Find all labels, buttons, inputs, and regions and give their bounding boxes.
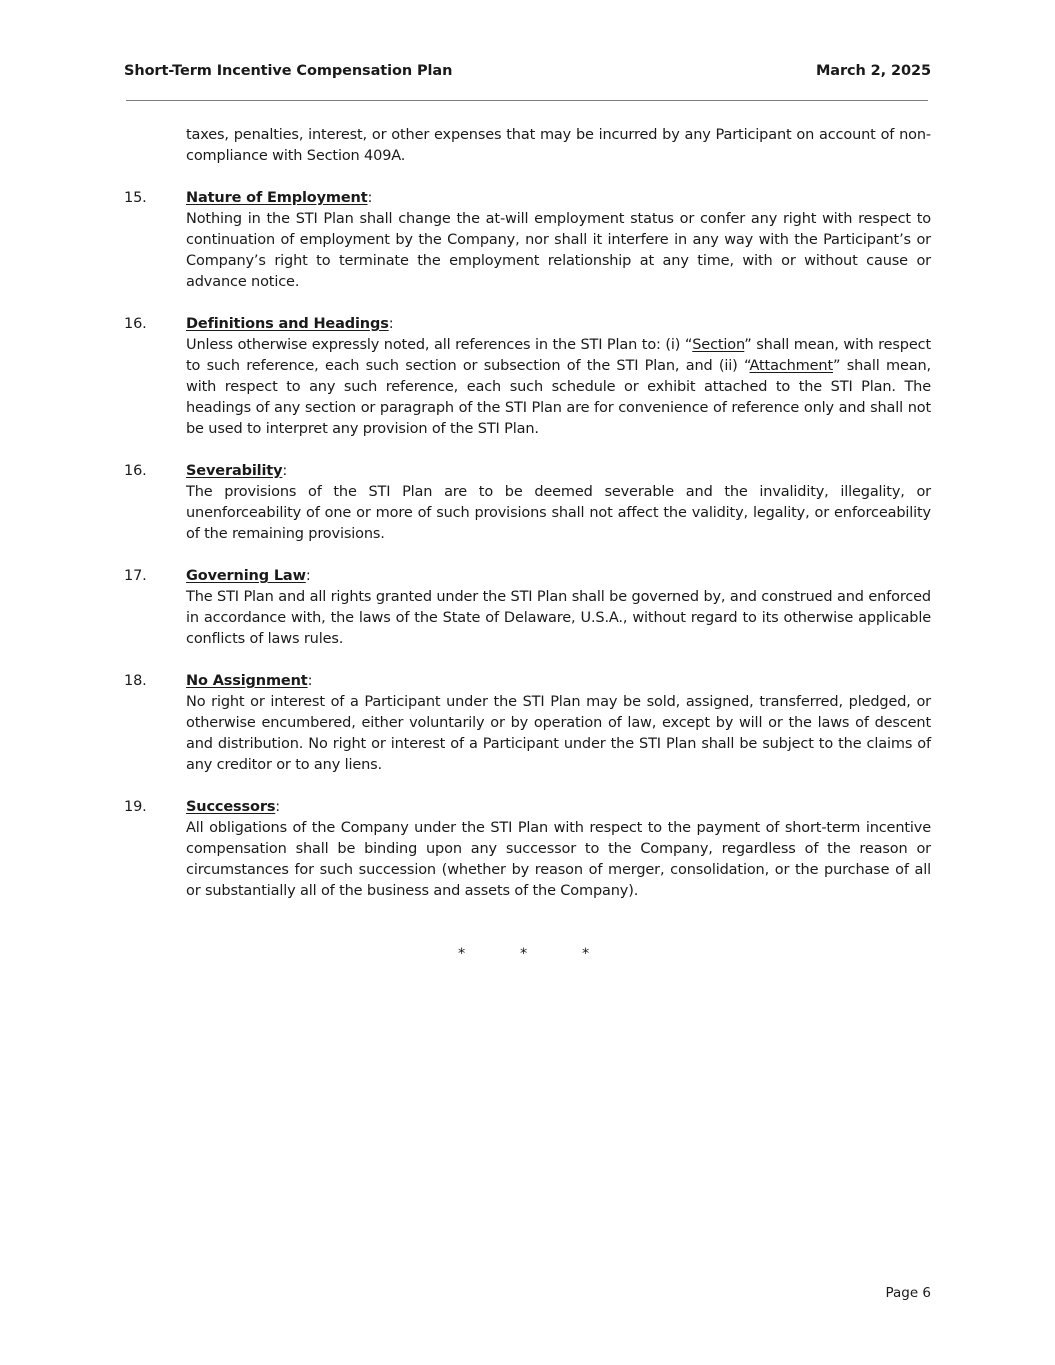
document-date: March 2, 2025 xyxy=(815,63,931,79)
section-paragraph: No right or interest of a Participant under the STI Plan may be sold, assigned, transferred, pledged, or otherwise encumbered, either voluntarily or by operation of law, except by will or the laws of descent and distribution. No right or interest of a Participant under the STI Plan shall be subject to the claims of any creditor or to any liens. xyxy=(186,694,931,773)
section-paragraph xyxy=(186,335,931,440)
section-paragraph: All obligations of the Company under the STI Plan with respect to the payment of short-term incentive compensation shall be binding upon any successor to the Company, regardless of the reason or circumstances for such succession (whether by reason of merger, consolidation, or the purchase of all or substantially all of the business and assets of the Company). xyxy=(186,820,931,899)
text-run: ” shall mean, with respect to any such reference, each such schedule or exhibit attached to the STI Plan. The headings of any section or paragraph of the STI Plan are for convenience of reference only and shall not be used to interpret any provision of the STI Plan. xyxy=(186,358,931,437)
section-number: 15. xyxy=(124,190,147,206)
section-heading: No Assignment xyxy=(186,673,308,689)
section-heading: Definitions and Headings xyxy=(186,316,389,332)
defined-term-attachment: Attachment xyxy=(749,358,834,374)
section-heading: Nature of Employment xyxy=(186,190,368,206)
text-run: ” shall mean, with respect to such reference, each such section or subsection of the STI Plan, and (ii) “ xyxy=(186,337,931,374)
section-number: 17. xyxy=(124,568,147,584)
section-heading: Successors xyxy=(186,799,276,815)
heading-colon: : xyxy=(388,316,394,332)
section-18 xyxy=(124,671,931,776)
separator-star: * xyxy=(520,946,528,962)
heading-colon: : xyxy=(367,190,373,206)
heading-colon: : xyxy=(282,463,288,479)
text-run: Unless otherwise expressly noted, all references in the STI Plan to: (i) “ xyxy=(186,337,693,353)
section-number: 16. xyxy=(124,316,147,332)
section-19 xyxy=(124,797,931,902)
heading-colon: : xyxy=(275,799,281,815)
separator-star: * xyxy=(458,946,466,962)
section-paragraph: The STI Plan and all rights granted under the STI Plan shall be governed by, and construed and enforced in accordance with, the laws of the State of Delaware, U.S.A., without regard to its otherwise applicable conflicts of laws rules. xyxy=(186,589,931,647)
section-17 xyxy=(124,566,931,650)
section-heading: Governing Law xyxy=(186,568,306,584)
section-number: 16. xyxy=(124,463,147,479)
heading-colon: : xyxy=(307,673,313,689)
heading-colon: : xyxy=(305,568,311,584)
section-heading: Severability xyxy=(186,463,283,479)
section-16-definitions xyxy=(124,314,931,440)
page-header xyxy=(124,63,931,83)
section-16-severability xyxy=(124,461,931,545)
continuation-paragraph: taxes, penalties, interest, or other expenses that may be incurred by any Participant on account of non- compliance with Section 409A. xyxy=(186,127,931,164)
section-paragraph: Nothing in the STI Plan shall change the at-will employment status or confer any right with respect to continuation of employment by the Company, nor shall it interfere in any way with the Participant’s or Company’s right to terminate the employment relationship at any time, with or without cause or advance notice. xyxy=(186,211,931,290)
header-divider xyxy=(126,100,928,101)
section-number: 18. xyxy=(124,673,147,689)
section-15 xyxy=(124,188,931,293)
document-body xyxy=(124,125,931,902)
defined-term-section: Section xyxy=(692,337,745,353)
page-number: Page 6 xyxy=(885,1285,931,1301)
separator-star: * xyxy=(582,946,590,962)
end-separator xyxy=(458,946,644,962)
document-title: Short-Term Incentive Compensation Plan xyxy=(124,63,453,79)
section-paragraph: The provisions of the STI Plan are to be deemed severable and the invalidity, illegality, or unenforceability of one or more of such provisions shall not affect the validity, legality, or enforceability of the remaining provisions. xyxy=(186,484,931,542)
section-number: 19. xyxy=(124,799,147,815)
